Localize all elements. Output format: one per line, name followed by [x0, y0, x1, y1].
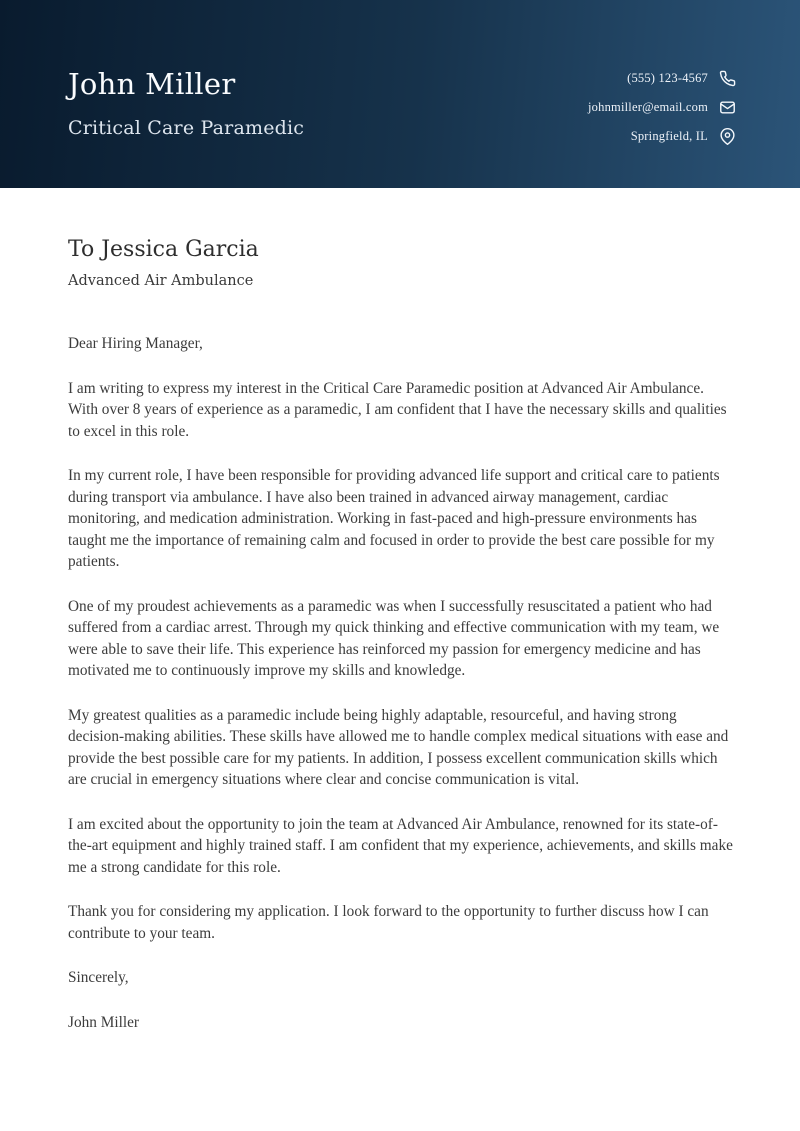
contact-info	[588, 0, 736, 188]
contact-phone-label: (555) 123-4567	[627, 71, 708, 85]
contact-email	[588, 99, 736, 116]
recipient-name: To Jessica Garcia	[68, 237, 259, 262]
contact-location-label: Springfield, IL	[630, 129, 708, 143]
salutation: Dear Hiring Manager,	[68, 335, 203, 352]
contact-location	[631, 128, 736, 145]
person-name: John Miller	[68, 67, 236, 101]
phone-icon	[719, 70, 736, 87]
recipient-company: Advanced Air Ambulance	[68, 273, 254, 289]
contact-phone	[627, 70, 736, 87]
letter-paragraph: One of my proudest achievements as a paramedic was when I successfully resuscitated a patient who had suffered from a cardiac arrest. Through my quick thinking and effective communication with my team, we were able to save their life. This experience has reinforced my passion for emergency medicine and has motivated me to continuously improve my skills and knowledge.	[68, 597, 720, 679]
letter-paragraph: Thank you for considering my application. I look forward to the opportunity to further discuss how I can contribute to your team.	[68, 903, 709, 942]
header-banner	[0, 0, 800, 188]
letter-paragraph: My greatest qualities as a paramedic include being highly adaptable, resourceful, and having strong decision-making abilities. These skills have allowed me to handle complex medical situations with ease and provide the best possible care for my patients. In addition, I possess excellent communication skills which are crucial in emergency situations where clear and concise communication is vital.	[68, 706, 729, 788]
letter-paragraph: I am excited about the opportunity to join the team at Advanced Air Ambulance, renowned for its state-of-the-art equipment and highly trained staff. I am confident that my experience, achievements, and skills make me a strong candidate for this role.	[68, 815, 733, 876]
header-identity	[68, 0, 304, 188]
job-title: Critical Care Paramedic	[68, 117, 305, 139]
signature-name: John Miller	[68, 1013, 139, 1031]
mail-icon	[719, 99, 736, 116]
closing: Sincerely,	[68, 969, 129, 986]
letter-paragraph: In my current role, I have been responsible for providing advanced life support and critical care to patients during transport via ambulance. I have also been trained in advanced airway management, cardiac monitoring, and medication administration. Working in fast-paced and high-pressure environments has taught me the importance of remaining calm and focused in order to provide the best care possible for my patients.	[68, 467, 720, 570]
letter-body	[0, 188, 800, 1033]
contact-email-label: johnmiller@email.com	[588, 100, 708, 114]
map-pin-icon	[719, 128, 736, 145]
letter-paragraph: I am writing to express my interest in the Critical Care Paramedic position at Advanced Air Ambulance. With over 8 years of experience as a paramedic, I am confident that I have the necessary skills and qualities to excel in this role.	[68, 379, 727, 440]
